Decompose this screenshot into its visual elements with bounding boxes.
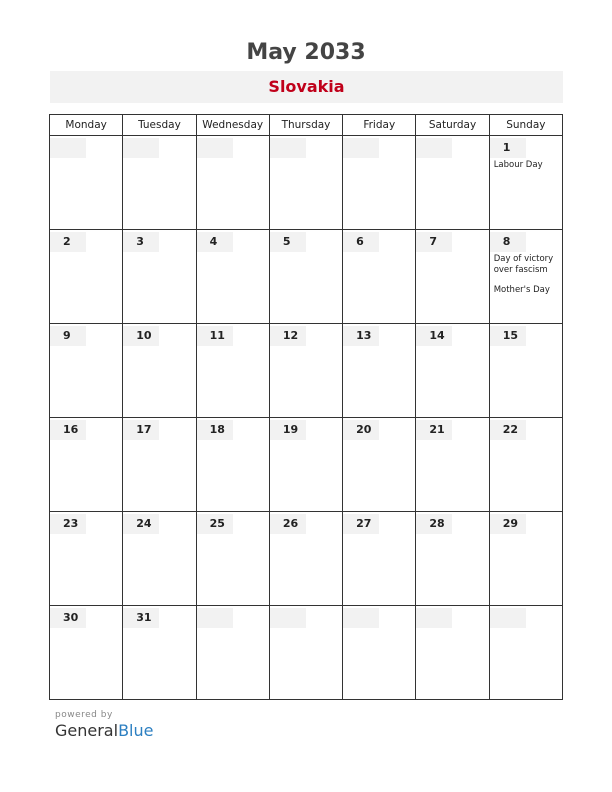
holiday-label: Mother's Day	[493, 285, 550, 295]
calendar-day-cell	[343, 606, 416, 700]
day-number: 22	[490, 420, 526, 440]
calendar-day-cell	[196, 512, 269, 606]
day-number: 27	[343, 514, 379, 534]
calendar-week-row	[50, 606, 563, 700]
calendar-day-cell	[489, 606, 562, 700]
calendar-day-cell	[50, 230, 123, 324]
calendar-day-cell	[489, 324, 562, 418]
day-number: 16	[50, 420, 86, 440]
calendar-day-cell	[416, 230, 489, 324]
calendar-day-cell	[416, 606, 489, 700]
day-number	[123, 138, 159, 158]
powered-by-text: powered by	[55, 710, 113, 720]
day-number: 19	[270, 420, 306, 440]
brand-blue: Blue	[118, 721, 154, 740]
calendar-day-cell	[196, 606, 269, 700]
day-number: 7	[416, 232, 452, 252]
day-number: 6	[343, 232, 379, 252]
day-number: 26	[270, 514, 306, 534]
day-number	[490, 608, 526, 628]
day-number: 2	[50, 232, 86, 252]
day-number: 21	[416, 420, 452, 440]
calendar-day-cell	[123, 418, 196, 512]
calendar-day-cell	[269, 230, 342, 324]
calendar-day-cell	[343, 230, 416, 324]
holiday-label: Labour Day	[493, 160, 543, 170]
calendar-day-cell	[269, 136, 342, 230]
calendar-day-cell	[123, 606, 196, 700]
calendar-day-cell	[343, 136, 416, 230]
calendar-day-cell	[196, 136, 269, 230]
day-number: 3	[123, 232, 159, 252]
brand-logo	[55, 721, 153, 740]
calendar-day-cell	[50, 418, 123, 512]
country-name: Slovakia	[268, 77, 345, 96]
calendar-day-cell	[50, 606, 123, 700]
day-number: 29	[490, 514, 526, 534]
calendar-day-cell	[196, 324, 269, 418]
day-number	[270, 138, 306, 158]
day-number: 12	[270, 326, 306, 346]
calendar-day-cell	[343, 418, 416, 512]
page-title: May 2033	[246, 40, 366, 65]
day-number: 14	[416, 326, 452, 346]
day-number: 24	[123, 514, 159, 534]
day-number: 18	[197, 420, 233, 440]
day-number	[343, 608, 379, 628]
country-banner	[50, 71, 563, 103]
weekday-header: Thursday	[269, 115, 342, 136]
calendar-day-cell	[489, 136, 562, 230]
day-number: 10	[123, 326, 159, 346]
day-number: 20	[343, 420, 379, 440]
calendar-day-cell	[123, 512, 196, 606]
day-number: 4	[197, 232, 233, 252]
calendar-day-cell	[50, 324, 123, 418]
weekday-header: Tuesday	[123, 115, 196, 136]
weekday-header: Wednesday	[196, 115, 269, 136]
weekday-header: Saturday	[416, 115, 489, 136]
day-number: 17	[123, 420, 159, 440]
calendar-day-cell	[196, 230, 269, 324]
calendar-day-cell	[50, 512, 123, 606]
calendar-day-cell	[269, 418, 342, 512]
calendar-day-cell	[489, 418, 562, 512]
day-number: 30	[50, 608, 86, 628]
day-number: 15	[490, 326, 526, 346]
calendar-day-cell	[123, 230, 196, 324]
calendar-day-cell	[416, 512, 489, 606]
brand-general: General	[55, 721, 119, 740]
weekday-header-row	[50, 115, 563, 136]
calendar-day-cell	[269, 324, 342, 418]
day-number: 11	[197, 326, 233, 346]
day-number: 25	[197, 514, 233, 534]
weekday-header: Sunday	[489, 115, 562, 136]
calendar-week-row	[50, 324, 563, 418]
weekday-header: Monday	[50, 115, 123, 136]
day-number: 28	[416, 514, 452, 534]
day-number: 1	[490, 138, 526, 158]
calendar-week-row	[50, 418, 563, 512]
weekday-header: Friday	[343, 115, 416, 136]
holiday-label: Day of victory over fascism	[493, 254, 554, 275]
calendar-week-row	[50, 230, 563, 324]
calendar-day-cell	[416, 324, 489, 418]
calendar-grid	[49, 114, 563, 700]
calendar-week-row	[50, 136, 563, 230]
calendar-day-cell	[196, 418, 269, 512]
day-number	[197, 608, 233, 628]
calendar-day-cell	[50, 136, 123, 230]
day-number	[50, 138, 86, 158]
footer	[55, 710, 153, 740]
day-number: 8	[490, 232, 526, 252]
calendar-week-row	[50, 512, 563, 606]
day-number: 31	[123, 608, 159, 628]
calendar-day-cell	[416, 418, 489, 512]
day-number: 5	[270, 232, 306, 252]
calendar-day-cell	[489, 230, 562, 324]
calendar-day-cell	[343, 324, 416, 418]
day-number	[197, 138, 233, 158]
calendar-day-cell	[269, 512, 342, 606]
calendar-day-cell	[416, 136, 489, 230]
calendar-day-cell	[123, 136, 196, 230]
calendar-day-cell	[343, 512, 416, 606]
day-number: 9	[50, 326, 86, 346]
calendar-day-cell	[269, 606, 342, 700]
day-number	[343, 138, 379, 158]
calendar-day-cell	[123, 324, 196, 418]
day-number: 13	[343, 326, 379, 346]
day-number	[416, 138, 452, 158]
calendar-day-cell	[489, 512, 562, 606]
day-number	[270, 608, 306, 628]
day-number: 23	[50, 514, 86, 534]
day-number	[416, 608, 452, 628]
